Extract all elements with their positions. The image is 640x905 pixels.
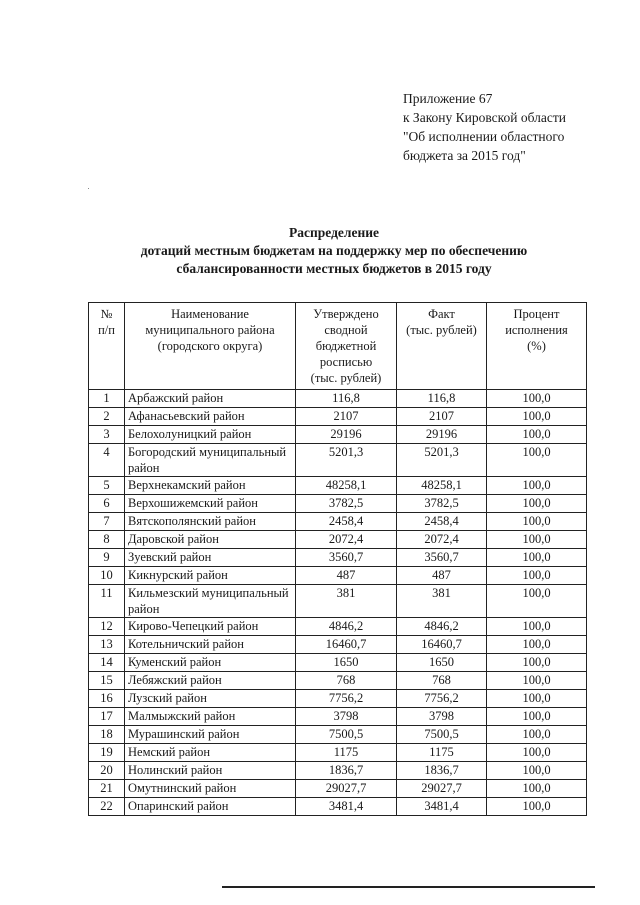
bottom-rule [222, 886, 595, 888]
table-row [89, 513, 587, 531]
table-row [89, 567, 587, 585]
approved-amount: 4846,2 [296, 618, 397, 636]
district-name: Верхошижемский район [125, 495, 296, 513]
appendix-line: к Закону Кировской области [403, 110, 567, 125]
approved-amount: 768 [296, 672, 397, 690]
district-name: Котельничский район [125, 636, 296, 654]
district-name: Лебяжский район [125, 672, 296, 690]
fact-amount: 29027,7 [397, 780, 487, 798]
approved-amount: 5201,3 [296, 444, 397, 477]
approved-amount: 3798 [296, 708, 397, 726]
table-row [89, 531, 587, 549]
header-percent [487, 303, 587, 390]
row-number: 2 [89, 408, 125, 426]
table-row [89, 477, 587, 495]
district-name: Немский район [125, 744, 296, 762]
approved-amount: 3782,5 [296, 495, 397, 513]
fact-amount: 3560,7 [397, 549, 487, 567]
approved-amount: 16460,7 [296, 636, 397, 654]
execution-percent: 100,0 [487, 636, 587, 654]
execution-percent: 100,0 [487, 744, 587, 762]
appendix-line: "Об исполнении областного [403, 129, 565, 144]
row-number: 5 [89, 477, 125, 495]
row-number: 18 [89, 726, 125, 744]
approved-amount: 7756,2 [296, 690, 397, 708]
appendix-line: бюджета за 2015 год" [403, 148, 526, 163]
fact-amount: 768 [397, 672, 487, 690]
row-number: 21 [89, 780, 125, 798]
district-name: Лузский район [125, 690, 296, 708]
row-number: 1 [89, 390, 125, 408]
fact-amount: 29196 [397, 426, 487, 444]
district-name: Куменский район [125, 654, 296, 672]
execution-percent: 100,0 [487, 672, 587, 690]
approved-amount: 1650 [296, 654, 397, 672]
header-text: бюджетной [315, 339, 377, 353]
header-num [89, 303, 125, 390]
district-name: Опаринский район [125, 798, 296, 816]
approved-amount: 1836,7 [296, 762, 397, 780]
header-text: (%) [527, 339, 546, 353]
row-number: 13 [89, 636, 125, 654]
execution-percent: 100,0 [487, 549, 587, 567]
table-row [89, 549, 587, 567]
header-text: (тыс. рублей) [406, 323, 477, 337]
fact-amount: 381 [397, 585, 487, 618]
fact-amount: 1836,7 [397, 762, 487, 780]
fact-amount: 16460,7 [397, 636, 487, 654]
district-name: Арбажский район [125, 390, 296, 408]
fact-amount: 3782,5 [397, 495, 487, 513]
fact-amount: 2072,4 [397, 531, 487, 549]
header-text: Утверждено [313, 307, 379, 321]
approved-amount: 116,8 [296, 390, 397, 408]
district-name: Даровской район [125, 531, 296, 549]
fact-amount: 3481,4 [397, 798, 487, 816]
row-number: 17 [89, 708, 125, 726]
approved-amount: 2107 [296, 408, 397, 426]
row-number: 3 [89, 426, 125, 444]
table-row [89, 426, 587, 444]
execution-percent: 100,0 [487, 690, 587, 708]
district-name: Верхнекамский район [125, 477, 296, 495]
district-name: Нолинский район [125, 762, 296, 780]
header-text: Факт [428, 307, 455, 321]
district-name: Кикнурский район [125, 567, 296, 585]
district-name: Мурашинский район [125, 726, 296, 744]
row-number: 11 [89, 585, 125, 618]
title-line: Распределение [288, 225, 380, 240]
title-line: сбалансированности местных бюджетов в 2015 году [176, 261, 492, 276]
table-row [89, 654, 587, 672]
approved-amount: 487 [296, 567, 397, 585]
table-row [89, 744, 587, 762]
row-number: 7 [89, 513, 125, 531]
header-text: Наименование [171, 307, 249, 321]
approved-amount: 29196 [296, 426, 397, 444]
execution-percent: 100,0 [487, 654, 587, 672]
table-row [89, 726, 587, 744]
approved-amount: 1175 [296, 744, 397, 762]
approved-amount: 2458,4 [296, 513, 397, 531]
header-text: Процент [513, 307, 560, 321]
execution-percent: 100,0 [487, 780, 587, 798]
approved-amount: 3560,7 [296, 549, 397, 567]
fact-amount: 116,8 [397, 390, 487, 408]
fact-amount: 1650 [397, 654, 487, 672]
document-title [60, 224, 608, 278]
row-number: 19 [89, 744, 125, 762]
district-name: Кирово-Чепецкий район [125, 618, 296, 636]
header-text: исполнения [505, 323, 568, 337]
execution-percent: 100,0 [487, 726, 587, 744]
table-row [89, 690, 587, 708]
execution-percent: 100,0 [487, 477, 587, 495]
title-line: дотаций местным бюджетам на поддержку мер по обеспечению [140, 243, 528, 258]
header-name [125, 303, 296, 390]
table-row [89, 636, 587, 654]
row-number: 6 [89, 495, 125, 513]
execution-percent: 100,0 [487, 567, 587, 585]
row-number: 14 [89, 654, 125, 672]
table-row [89, 444, 587, 477]
appendix-note [403, 89, 633, 165]
execution-percent: 100,0 [487, 708, 587, 726]
header-text: № [100, 307, 113, 321]
execution-percent: 100,0 [487, 513, 587, 531]
approved-amount: 29027,7 [296, 780, 397, 798]
table-header [89, 303, 587, 390]
row-number: 8 [89, 531, 125, 549]
fact-amount: 4846,2 [397, 618, 487, 636]
table-row [89, 408, 587, 426]
execution-percent: 100,0 [487, 618, 587, 636]
approved-amount: 7500,5 [296, 726, 397, 744]
execution-percent: 100,0 [487, 495, 587, 513]
approved-amount: 2072,4 [296, 531, 397, 549]
fact-amount: 7500,5 [397, 726, 487, 744]
table-row [89, 585, 587, 618]
fact-amount: 487 [397, 567, 487, 585]
appendix-line: Приложение 67 [403, 91, 493, 106]
scan-speck [88, 188, 89, 189]
header-text: росписью [319, 355, 373, 369]
district-name: Омутнинский район [125, 780, 296, 798]
header-text: (городского округа) [157, 339, 263, 353]
district-name: Богородский муниципальный район [125, 444, 296, 477]
district-name: Афанасьевский район [125, 408, 296, 426]
header-text: муниципального района [145, 323, 275, 337]
row-number: 4 [89, 444, 125, 477]
district-name: Зуевский район [125, 549, 296, 567]
approved-amount: 381 [296, 585, 397, 618]
table-row [89, 495, 587, 513]
table-row [89, 762, 587, 780]
header-text: п/п [98, 323, 115, 337]
district-name: Кильмезский муниципальный район [125, 585, 296, 618]
header-approved [296, 303, 397, 390]
execution-percent: 100,0 [487, 531, 587, 549]
execution-percent: 100,0 [487, 585, 587, 618]
district-name: Белохолуницкий район [125, 426, 296, 444]
row-number: 15 [89, 672, 125, 690]
fact-amount: 48258,1 [397, 477, 487, 495]
table-row [89, 390, 587, 408]
execution-percent: 100,0 [487, 390, 587, 408]
execution-percent: 100,0 [487, 762, 587, 780]
approved-amount: 48258,1 [296, 477, 397, 495]
district-name: Вятскополянский район [125, 513, 296, 531]
table-row [89, 618, 587, 636]
header-text: (тыс. рублей) [310, 371, 382, 385]
header-text: сводной [324, 323, 368, 337]
district-name: Малмыжский район [125, 708, 296, 726]
row-number: 22 [89, 798, 125, 816]
fact-amount: 7756,2 [397, 690, 487, 708]
subsidies-table [88, 302, 587, 816]
execution-percent: 100,0 [487, 408, 587, 426]
fact-amount: 1175 [397, 744, 487, 762]
fact-amount: 5201,3 [397, 444, 487, 477]
row-number: 20 [89, 762, 125, 780]
row-number: 9 [89, 549, 125, 567]
row-number: 16 [89, 690, 125, 708]
row-number: 12 [89, 618, 125, 636]
fact-amount: 2107 [397, 408, 487, 426]
table-row [89, 798, 587, 816]
table-row [89, 780, 587, 798]
approved-amount: 3481,4 [296, 798, 397, 816]
fact-amount: 2458,4 [397, 513, 487, 531]
table-row [89, 708, 587, 726]
fact-amount: 3798 [397, 708, 487, 726]
execution-percent: 100,0 [487, 798, 587, 816]
table-row [89, 672, 587, 690]
header-fact [397, 303, 487, 390]
execution-percent: 100,0 [487, 426, 587, 444]
execution-percent: 100,0 [487, 444, 587, 477]
table-body [89, 390, 587, 816]
row-number: 10 [89, 567, 125, 585]
